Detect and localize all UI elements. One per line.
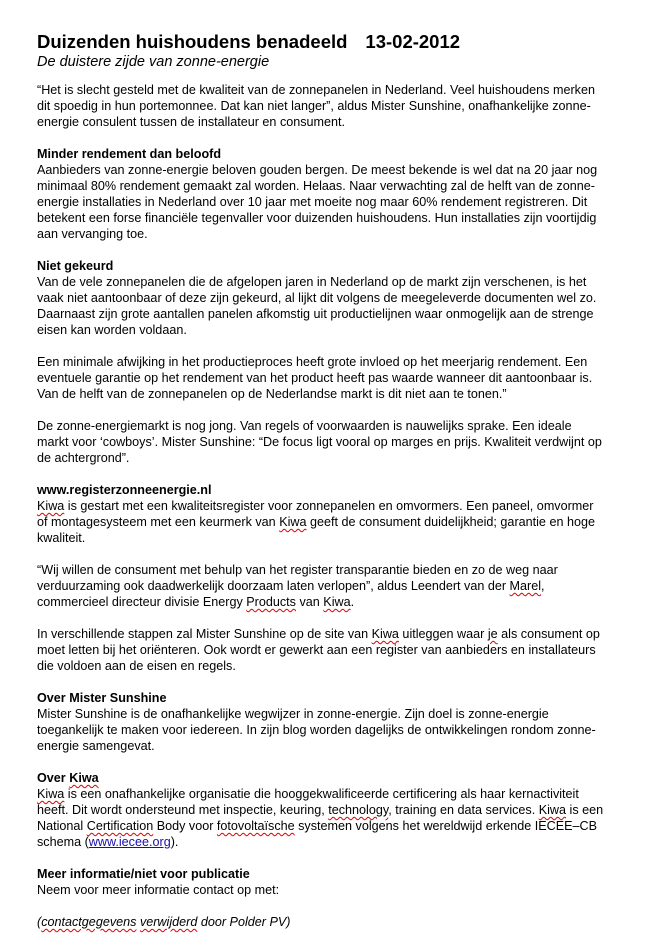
section-meer-informatie — [37, 866, 643, 898]
section-heading: www.registerzonneenergie.nl — [37, 483, 212, 497]
text-line: kwaliteit. — [37, 531, 86, 545]
text-line — [37, 818, 643, 834]
flagged-word: contactgegevens — [41, 915, 137, 929]
text-run: Body voor — [153, 819, 217, 833]
text-line: vaak niet aantoonbaar of deze zijn gekeurd, al lijkt dit volgens de meegeleverde documenten wel zo. — [37, 291, 597, 305]
press-release — [37, 31, 643, 946]
text-line: “Het is slecht gesteld met de kwaliteit van de zonnepanelen in Nederland. Veel huishoudens merken — [37, 83, 595, 97]
section-rendement — [37, 146, 643, 242]
text-line: Aanbieders van zonne-energie beloven gouden bergen. De meest bekende is wel dat na 20 jaar nog — [37, 163, 598, 177]
section-kiwa — [37, 770, 643, 850]
title-text: Duizenden huishoudens benadeeld — [37, 31, 348, 52]
text-line: minimaal 80% rendement gemaakt zal worden. Helaas. Naar verwachting zal de helft van de zonne- — [37, 179, 595, 193]
section-heading: Meer informatie/niet voor publicatie — [37, 867, 250, 881]
text-line — [37, 802, 643, 818]
text-run: door Polder PV) — [197, 915, 291, 929]
text-run: schema ( — [37, 835, 89, 849]
text-run: . — [350, 595, 355, 609]
flagged-word: Kiwa — [37, 499, 65, 513]
text-run: In verschillende stappen zal Mister Sunshine op de site van — [37, 627, 372, 641]
flagged-word: Kiwa — [279, 515, 307, 529]
text-line: eisen kan worden voldaan. — [37, 323, 187, 337]
text-run: is een onafhankelijke organisatie die hooggekwalificeerde certificering als haar kernactiviteit — [64, 787, 579, 801]
flagged-word: Kiwa — [538, 803, 567, 817]
paragraph-stappen — [37, 626, 643, 674]
text-line — [37, 626, 643, 642]
paragraph-afwijking — [37, 354, 643, 402]
text-line: aan vervanging toe. — [37, 227, 148, 241]
page-title — [37, 31, 643, 53]
text-run: , training en data services. — [388, 803, 539, 817]
text-line — [37, 578, 643, 594]
text-run: , — [541, 579, 545, 593]
section-heading: Minder rendement dan beloofd — [37, 147, 222, 161]
section-niet-gekeurd — [37, 258, 643, 338]
date: 13-02-2012 — [365, 31, 461, 52]
text-line: energie consulent tussen de installateur en consument. — [37, 115, 346, 129]
subtitle: De duistere zijde van zonne-energie — [37, 54, 270, 70]
text-line — [37, 514, 643, 530]
text-line: energie samengevat. — [37, 739, 155, 753]
text-run: ( — [37, 915, 42, 929]
text-run: Over — [37, 771, 70, 785]
flagged-word: verwijderd — [139, 915, 198, 929]
text-run: heeft. Dit wordt ondersteund met inspectie, keuring, — [37, 803, 329, 817]
text-line: dit spoedig in hun portemonnee. Dat kan niet langer”, aldus Mister Sunshine, onafhankelijke zonne- — [37, 99, 591, 113]
text-line — [37, 594, 643, 610]
text-line: de achtergrond”. — [37, 451, 130, 465]
flagged-word: je — [487, 627, 498, 641]
flagged-word: Kiwa — [37, 787, 65, 801]
text-line: moet letten bij het oriënteren. Ook wordt er gewerkt aan een register van aanbieders en installateurs — [37, 643, 596, 657]
text-run: geeft de consument duidelijkheid; garantie en hoge — [306, 515, 595, 529]
section-heading — [37, 770, 643, 786]
text-line — [37, 834, 643, 850]
paragraph-quote — [37, 562, 643, 610]
text-run: ). — [170, 835, 179, 849]
text-line: Daarnaast zijn grote aantallen panelen afkomstig uit productielijnen waar onmogelijk aan de strenge — [37, 307, 594, 321]
text-line: Neem voor meer informatie contact op met: — [37, 883, 280, 897]
text-line: eventuele garantie op het rendement van het product heeft pas waarde wanneer dit aantoonbaar is. — [37, 371, 593, 385]
flagged-word: Products — [246, 595, 296, 609]
text-line: betekent een forse financiële tegenvaller voor duizenden huishoudens. Hun installaties zijn voortijdig — [37, 211, 597, 225]
flagged-word: fotovoltaïsche — [216, 819, 295, 833]
text-line: “Wij willen de consument met behulp van het register transparantie bieden en zo de weg naar — [37, 563, 558, 577]
text-line: Mister Sunshine is de onafhankelijke wegwijzer in zonne-energie. Zijn doel is zonne-energie — [37, 707, 549, 721]
text-run: van — [295, 595, 324, 609]
text-run: als consument op — [497, 627, 600, 641]
text-run: uitleggen waar — [398, 627, 488, 641]
text-run: of montagesysteem met een keurmerk van — [37, 515, 280, 529]
paragraph-markt — [37, 418, 643, 466]
section-heading: Over Mister Sunshine — [37, 691, 167, 705]
flagged-word: Marel — [509, 579, 542, 593]
flagged-word: technology — [328, 803, 389, 817]
footer-note — [37, 914, 643, 930]
flagged-word: Kiwa — [69, 771, 99, 785]
text-run: is gestart met een kwaliteitsregister voor zonnepanelen en omvormers. Een paneel, omvormer — [64, 499, 594, 513]
text-line: De zonne-energiemarkt is nog jong. Van regels of voorwaarden is nauwelijks sprake. Een ideale — [37, 419, 572, 433]
text-run: systemen volgens het wereldwijd erkende IECEE–CB — [294, 819, 598, 833]
intro-paragraph — [37, 82, 643, 130]
text-line: Van de helft van de zonnepanelen op de Nederlandse markt is dit niet aan te tonen.” — [37, 387, 507, 401]
iecee-link[interactable]: www.iecee.org — [88, 835, 171, 849]
text-line: Een minimale afwijking in het productieproces heeft grote invloed op het meerjarig rendement. Een — [37, 355, 588, 369]
text-line — [37, 786, 643, 802]
text-line — [37, 498, 643, 514]
text-run: is een — [566, 803, 604, 817]
text-line: energie installaties in Nederland over 10 jaar met moeite nog maar 60% rendement registreren. Dit — [37, 195, 588, 209]
flagged-word: Kiwa — [371, 627, 399, 641]
flagged-word: Certification — [86, 819, 154, 833]
text-run: verduurzaming ook daadwerkelijk doorzaam laten verlopen”, aldus Leendert van der — [37, 579, 510, 593]
section-register — [37, 482, 643, 546]
flagged-word: Kiwa — [323, 595, 351, 609]
text-line: toegankelijk te maken voor iedereen. In zijn blog worden dagelijks de ontwikkelingen rondom zonne- — [37, 723, 596, 737]
text-line: markt voor ‘cowboys’. Mister Sunshine: “De focus ligt vooral op marges en prijs. Kwaliteit verdwijnt op — [37, 435, 602, 449]
text-run: National — [37, 819, 87, 833]
section-mister-sunshine — [37, 690, 643, 754]
text-line: die voldoen aan de eisen en regels. — [37, 659, 236, 673]
text-run: commercieel directeur divisie Energy — [37, 595, 247, 609]
text-line: Van de vele zonnepanelen die de afgelopen jaren in Nederland op de markt zijn verschenen, is het — [37, 275, 587, 289]
section-heading: Niet gekeurd — [37, 259, 114, 273]
